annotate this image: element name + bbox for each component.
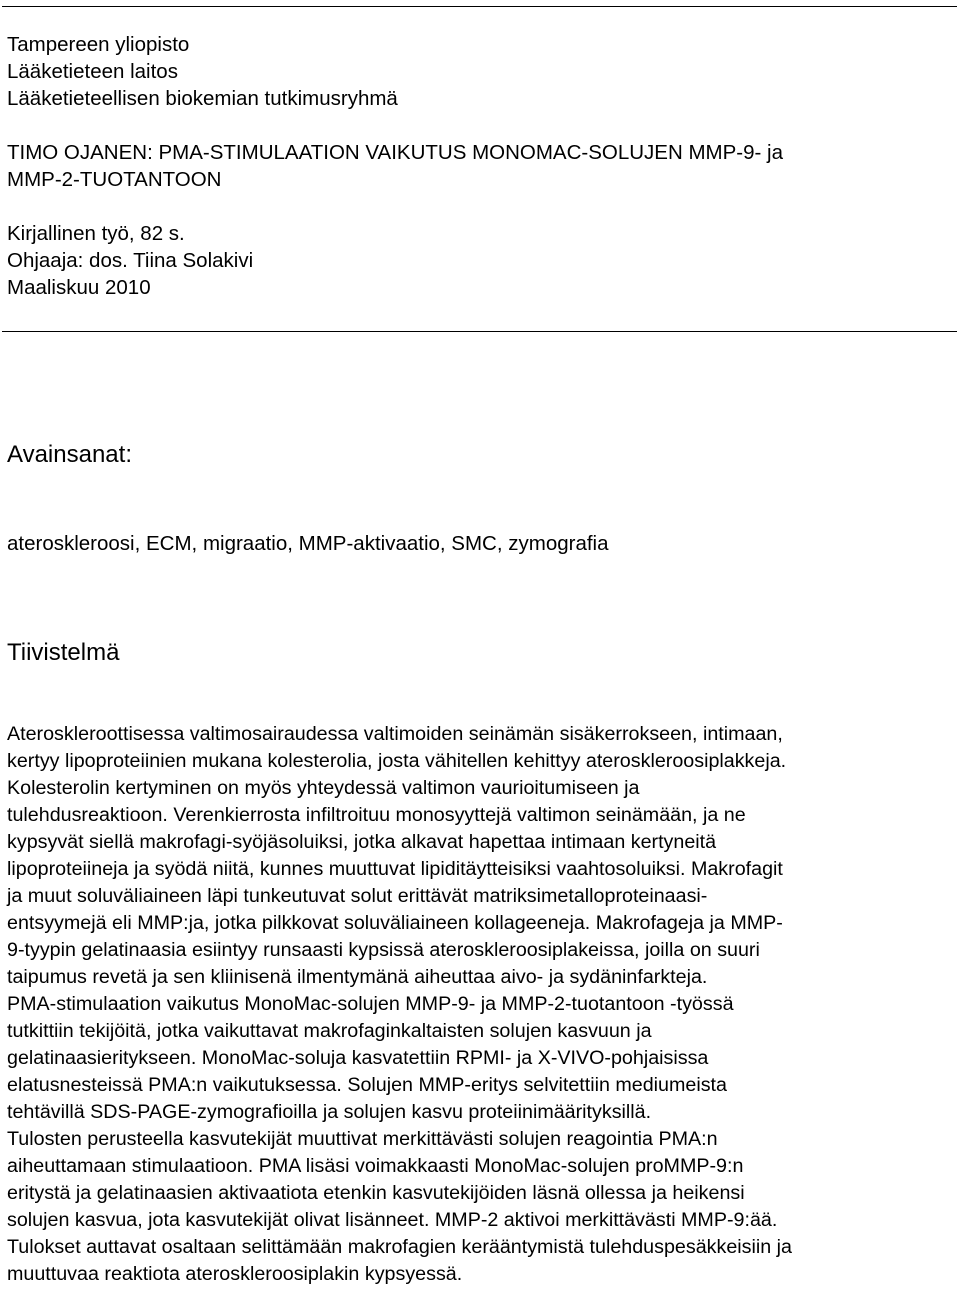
abstract-line: Tulosten perusteella kasvutekijät muuttivat merkittävästi solujen reagointia PMA:n [7, 1128, 718, 1150]
keywords-heading: Avainsanat: [7, 441, 132, 468]
abstract-line: tehtävillä SDS-PAGE-zymografioilla ja solujen kasvu proteiinimäärityksillä. [7, 1101, 652, 1123]
university-name: Tampereen yliopisto [7, 33, 190, 56]
abstract-line: entsyymejä eli MMP:ja, jotka pilkkovat soluväliaineen kollageeneja. Makrofageja ja MMP- [7, 912, 783, 934]
keywords-list: ateroskleroosi, ECM, migraatio, MMP-aktivaatio, SMC, zymografia [7, 532, 609, 555]
abstract-line: tutkittiin tekijöitä, jotka vaikuttavat makrofaginkaltaisten solujen kasvuun ja [7, 1020, 652, 1042]
abstract-line: muuttuvaa reaktiota ateroskleroosiplakin kypsyessä. [7, 1263, 463, 1285]
abstract-body [7, 721, 952, 1288]
document-header [7, 31, 947, 301]
abstract-line: PMA-stimulaation vaikutus MonoMac-solujen MMP-9- ja MMP-2-tuotantoon -työssä [7, 993, 734, 1015]
abstract-line: kertyy lipoproteiinien mukana kolesterolia, josta vähitellen kehittyy ateroskleroosiplakkeja. [7, 750, 787, 772]
abstract-line: Kolesterolin kertyminen on myös yhteydessä valtimon vaurioitumiseen ja [7, 777, 640, 799]
abstract-line: eritystä ja gelatinaasien aktivaatiota etenkin kasvutekijöiden läsnä ollessa ja heikensi [7, 1182, 745, 1204]
abstract-heading: Tiivistelmä [7, 639, 120, 666]
abstract-line: 9-tyypin gelatinaasia esiintyy runsaasti kypsissä ateroskleroosiplakeissa, joilla on suuri [7, 939, 760, 961]
supervisor: Ohjaaja: dos. Tiina Solakivi [7, 249, 254, 272]
work-type-pages: Kirjallinen työ, 82 s. [7, 222, 185, 245]
abstract-line: tulehdusreaktioon. Verenkierrosta infiltroituu monosyyttejä valtimon seinämään, ja ne [7, 804, 746, 826]
abstract-line: Tulokset auttavat osaltaan selittämään makrofagien kerääntymistä tulehduspesäkkeisiin ja [7, 1236, 793, 1258]
abstract-line: solujen kasvua, jota kasvutekijät olivat lisänneet. MMP-2 aktivoi merkittävästi MMP-9:ää. [7, 1209, 778, 1231]
header-spacer [7, 112, 947, 139]
header-divider [2, 331, 957, 332]
thesis-title-line-2: MMP-2-TUOTANTOON [7, 168, 222, 191]
research-group-name: Lääketieteellisen biokemian tutkimusryhmä [7, 87, 398, 110]
header-spacer [7, 193, 947, 220]
publication-date: Maaliskuu 2010 [7, 276, 151, 299]
department-name: Lääketieteen laitos [7, 60, 178, 83]
abstract-line: taipumus revetä ja sen kliinisenä ilmentymänä aiheuttaa aivo- ja sydäninfarkteja. [7, 966, 708, 988]
abstract-line: lipoproteiineja ja syödä niitä, kunnes muuttuvat lipiditäytteisiksi vaahtosoluiksi. Makrofagit [7, 858, 783, 880]
abstract-line: gelatinaasieritykseen. MonoMac-soluja kasvatettiin RPMI- ja X-VIVO-pohjaisissa [7, 1047, 709, 1069]
abstract-line: kypsyvät siellä makrofagi-syöjäsoluiksi, jotka alkavat hapettaa intimaan kertyneitä [7, 831, 717, 853]
abstract-line: aiheuttamaan stimulaatioon. PMA lisäsi voimakkaasti MonoMac-solujen proMMP-9:n [7, 1155, 744, 1177]
thesis-title-line-1: TIMO OJANEN: PMA-STIMULAATION VAIKUTUS MONOMAC-SOLUJEN MMP-9- ja [7, 141, 784, 164]
abstract-line: Ateroskleroottisessa valtimosairaudessa valtimoiden seinämän sisäkerrokseen, intimaan, [7, 723, 783, 745]
abstract-line: elatusnesteissä PMA:n vaikutuksessa. Solujen MMP-eritys selvitettiin mediumeista [7, 1074, 727, 1096]
abstract-line: ja muut soluväliaineen läpi tunkeutuvat solut erittävät matriksimetalloproteinaasi- [7, 885, 708, 907]
top-rule [2, 6, 957, 7]
